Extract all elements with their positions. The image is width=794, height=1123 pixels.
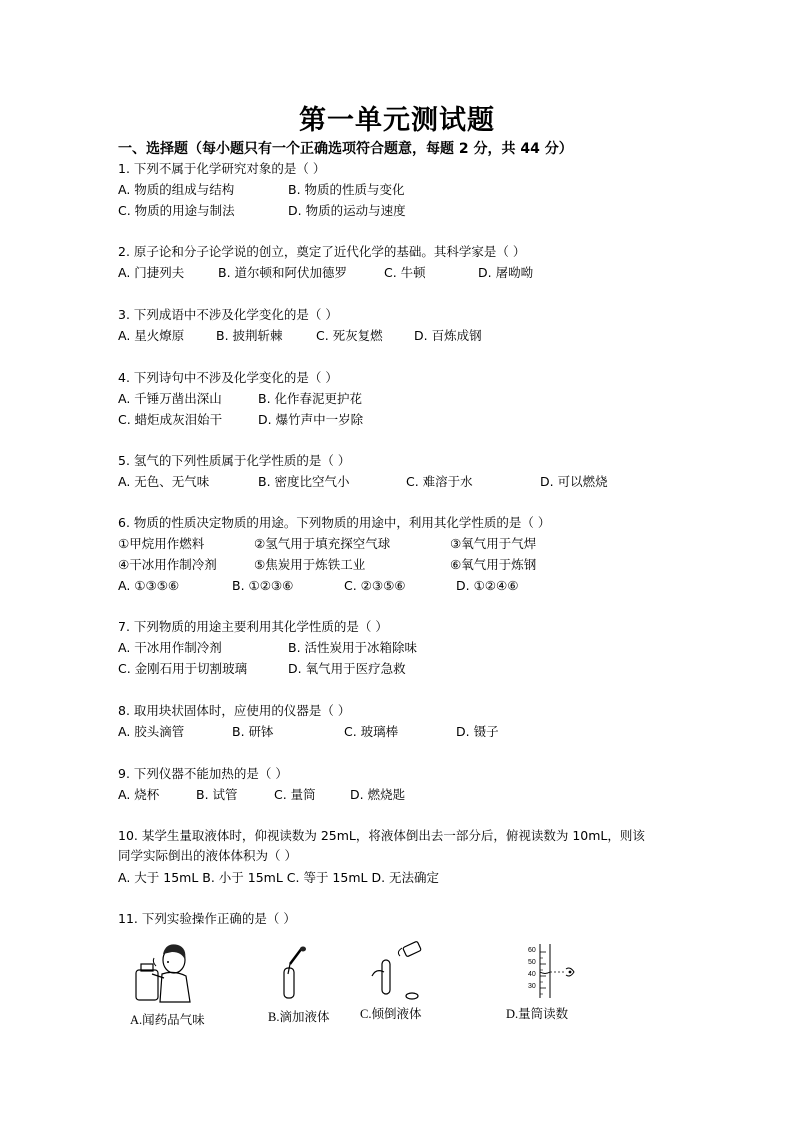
question-9-option-d: D. 燃烧匙	[350, 787, 406, 802]
question-4-option-c: C. 蜡炬成灰泪始干	[118, 412, 223, 427]
question-1-option-c: C. 物质的用途与制法	[118, 203, 235, 218]
question-5-stem: 5. 氢气的下列性质属于化学性质的是（ ）	[118, 453, 351, 468]
question-9-stem: 9. 下列仪器不能加热的是（ ）	[118, 766, 288, 781]
question-4-stem: 4. 下列诗句中不涉及化学变化的是（ ）	[118, 370, 338, 385]
question-2-option-c: C. 牛顿	[384, 265, 426, 280]
question-3-option-a: A. 星火燎原	[118, 328, 185, 343]
cylinder-tick-40: 40	[528, 971, 536, 978]
figure-c-label: C.倾倒液体	[360, 1007, 422, 1021]
question-6-item-1: ①甲烷用作燃料	[118, 536, 205, 551]
question-8-option-c: C. 玻璃棒	[344, 724, 399, 739]
question-10-stem-line-1: 10. 某学生量取液体时，仰视读数为 25mL，将液体倒出去一部分后，俯视读数为 10mL，则该	[118, 828, 645, 843]
question-5-option-c: C. 难溶于水	[406, 474, 473, 489]
question-6-option-c: C. ②③⑤⑥	[344, 578, 406, 593]
question-7-stem: 7. 下列物质的用途主要利用其化学性质的是（ ）	[118, 619, 388, 634]
question-10-options: A. 大于 15mL B. 小于 15mL C. 等于 15mL D. 无法确定	[118, 870, 440, 885]
dropper-figure	[272, 946, 312, 1002]
question-1-option-d: D. 物质的运动与速度	[288, 203, 406, 218]
question-6-item-2: ②氢气用于填充探空气球	[254, 536, 391, 551]
question-1-option-b: B. 物质的性质与变化	[288, 182, 405, 197]
question-7-option-a: A. 干冰用作制冷剂	[118, 640, 222, 655]
question-5-option-a: A. 无色、无气味	[118, 474, 210, 489]
question-4-option-d: D. 爆竹声中一岁除	[258, 412, 364, 427]
question-2-stem: 2. 原子论和分子论学说的创立，奠定了近代化学的基础。其科学家是（ ）	[118, 244, 526, 259]
cylinder-tick-50: 50	[528, 959, 536, 966]
question-6-item-5: ⑤焦炭用于炼铁工业	[254, 557, 366, 572]
question-4-option-b: B. 化作春泥更护花	[258, 391, 363, 406]
question-3-stem: 3. 下列成语中不涉及化学变化的是（ ）	[118, 307, 338, 322]
question-3-option-c: C. 死灰复燃	[316, 328, 383, 343]
question-8-option-b: B. 研钵	[232, 724, 274, 739]
question-3-option-d: D. 百炼成钢	[414, 328, 482, 343]
question-7-option-b: B. 活性炭用于冰箱除味	[288, 640, 418, 655]
question-6-option-b: B. ①②③⑥	[232, 578, 294, 593]
figure-d-label: D.量筒读数	[506, 1007, 569, 1021]
smelling-figure	[130, 940, 200, 1004]
cylinder-figure	[520, 942, 580, 1000]
question-9-option-c: C. 量筒	[274, 787, 316, 802]
section-heading: 一、选择题（每小题只有一个正确选项符合题意，每题 2 分，共 44 分）	[118, 141, 573, 157]
page-title: 第一单元测试题	[299, 105, 495, 136]
question-9-option-b: B. 试管	[196, 787, 238, 802]
cylinder-tick-30: 30	[528, 983, 536, 990]
question-2-option-b: B. 道尔顿和阿伏加德罗	[218, 265, 348, 280]
question-6-option-d: D. ①②④⑥	[456, 578, 519, 593]
question-6-item-4: ④干冰用作制冷剂	[118, 557, 217, 572]
question-1-stem: 1. 下列不属于化学研究对象的是（ ）	[118, 161, 326, 176]
question-7-option-d: D. 氧气用于医疗急救	[288, 661, 406, 676]
figure-b-label: B.滴加液体	[268, 1010, 330, 1024]
question-3-option-b: B. 披荆斩棘	[216, 328, 283, 343]
question-9-option-a: A. 烧杯	[118, 787, 160, 802]
question-5-option-d: D. 可以燃烧	[540, 474, 608, 489]
question-6-stem: 6. 物质的性质决定物质的用途。下列物质的用途中，利用其化学性质的是（ ）	[118, 515, 551, 530]
question-11-stem: 11. 下列实验操作正确的是（ ）	[118, 911, 296, 926]
question-4-option-a: A. 千锤万凿出深山	[118, 391, 222, 406]
figure-a-label: A.闻药品气味	[130, 1013, 205, 1027]
question-8-option-d: D. 镊子	[456, 724, 499, 739]
question-6-option-a: A. ①③⑤⑥	[118, 578, 180, 593]
question-7-option-c: C. 金刚石用于切割玻璃	[118, 661, 248, 676]
question-2-option-a: A. 门捷列夫	[118, 265, 185, 280]
question-5-option-b: B. 密度比空气小	[258, 474, 350, 489]
question-10-stem-line-2: 同学实际倒出的液体体积为（ ）	[118, 848, 297, 863]
question-2-option-d: D. 屠呦呦	[478, 265, 534, 280]
question-8-stem: 8. 取用块状固体时，应使用的仪器是（ ）	[118, 703, 351, 718]
question-1-option-a: A. 物质的组成与结构	[118, 182, 235, 197]
pouring-figure	[366, 938, 430, 1002]
question-6-item-3: ③氧气用于气焊	[450, 536, 537, 551]
cylinder-tick-60: 60	[528, 947, 536, 954]
question-8-option-a: A. 胶头滴管	[118, 724, 185, 739]
question-6-item-6: ⑥氧气用于炼钢	[450, 557, 537, 572]
